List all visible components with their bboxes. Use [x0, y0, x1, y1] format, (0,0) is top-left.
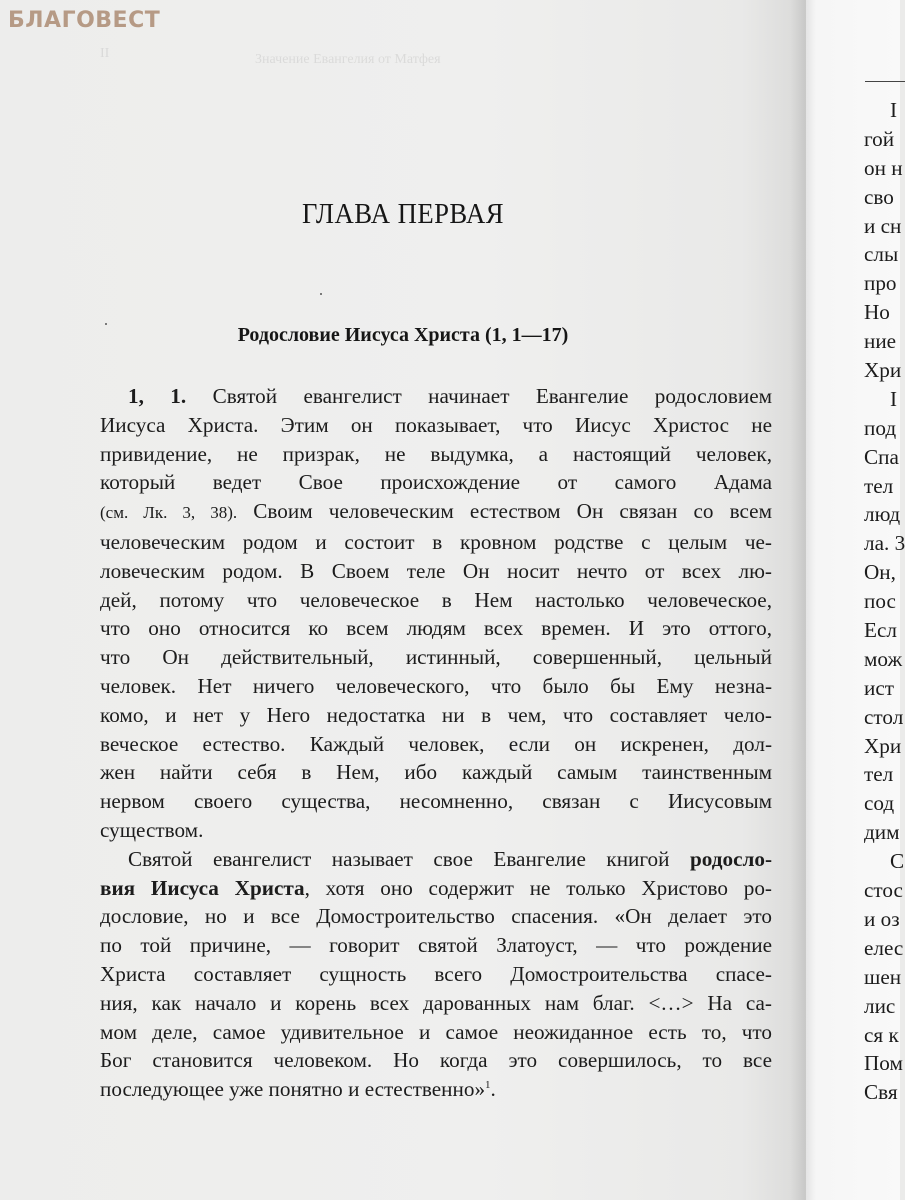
bleed-through-page-number: II [100, 46, 110, 61]
paper-speck [320, 293, 322, 295]
footnote-marker: 1 [485, 1079, 491, 1092]
text-line: существом. [100, 817, 204, 842]
section-title: Родословие Иисуса Христа (1, 1—17) [237, 324, 569, 346]
bold-term: родосло- [689, 846, 773, 871]
right-page-text-line: тел [864, 473, 894, 498]
right-page-text-fragments [864, 96, 905, 1107]
text-line: который ведет Свое происхождение от самого Адама [100, 470, 772, 495]
right-page-text-line: дим [864, 820, 900, 845]
text-line: Иисуса Христа. Этим он показывает, что Иисус Христос не [100, 412, 772, 437]
right-page-text-line: он н [864, 155, 903, 180]
bold-term: вия Иисуса Христа [100, 875, 305, 900]
right-page-text-line: ла. 3 [864, 531, 905, 556]
right-page-text-line: Есл [864, 618, 897, 643]
text-line: комо, и нет у Него недостатка ни в чем, что составляет чело- [100, 702, 772, 727]
right-page-text-line: ся к [864, 1022, 899, 1047]
text-line: (см. Лк. 3, 38). Своим человеческим естеством Он связан со всем [100, 499, 772, 524]
right-page-text-line: гой [864, 126, 895, 151]
right-page-text-line: елес [864, 935, 904, 960]
right-page-text-line: и оз [864, 906, 900, 931]
paper-speck [105, 323, 107, 325]
verse-reference: 1, 1. [128, 384, 187, 408]
right-page-text-line: сод [864, 791, 895, 816]
text-line: что оно относится ко всем людям всех времен. И это оттого, [100, 616, 772, 641]
right-page-text-line: стол [864, 704, 904, 729]
text-line: последующее уже понятно и естественно»$^1$. [100, 1077, 496, 1102]
body-text [100, 382, 773, 1104]
text-line: по той причине, — говорит святой Златоуст, — что рождение [100, 933, 772, 958]
right-page-text-line: шен [864, 964, 902, 989]
right-page-header-rule [865, 81, 905, 82]
right-page-text-line: пос [864, 589, 896, 614]
text-line: привидение, не призрак, не выдумка, а настоящий человек, [100, 441, 772, 466]
citation: (см. Лк. 3, 38). [100, 503, 238, 523]
right-page-text-line: Хри [864, 358, 902, 383]
text-line: человек. Нет ничего человеческого, что было бы Ему незна- [100, 673, 772, 698]
text-line: мом деле, самое удивительное и самое неожиданное есть то, что [100, 1019, 772, 1044]
right-page-text-line: под [864, 415, 897, 440]
right-page-text-line: С [890, 849, 905, 874]
right-page-text-line: Спа [864, 444, 899, 469]
text-line: ния, как начало и корень всех дарованных нам благ. <…> На са- [100, 990, 772, 1015]
text-line: дей, потому что человеческое в Нем настолько человеческое, [100, 587, 772, 612]
right-page-text-line: Он, [864, 560, 896, 585]
paragraph-1 [100, 382, 773, 845]
text-line: ловеческим родом. В Своем теле Он носит нечто от всех лю- [100, 558, 772, 583]
right-page-text-line: лис [864, 993, 896, 1018]
text-line: вия Иисуса Христа, хотя оно содержит не только Христово ро- [100, 875, 772, 900]
right-page-text-line: Свя [864, 1080, 898, 1105]
right-page-text-line: I [890, 98, 898, 122]
text-line: человеческим родом и состоит в кровном родстве с целым че- [100, 529, 772, 554]
paragraph-2 [100, 845, 773, 1104]
watermark-logo: БЛАГОВЕСТ [8, 8, 161, 33]
text-line: веческое естество. Каждый человек, если он искренен, дол- [100, 731, 772, 756]
right-page-text-line: стос [864, 878, 903, 903]
text-line: дословие, но и все Домостроительство спасения. «Он делает это [100, 904, 772, 929]
right-page-text-line: I [890, 386, 898, 411]
right-page-text-line: ние [864, 329, 897, 354]
text-line: Христа составляет сущность всего Домостроительства спасе- [100, 961, 772, 986]
right-page-text-line: и сн [864, 213, 902, 238]
text-line: жен найти себя в Нем, ибо каждый самым таинственным [100, 760, 772, 785]
right-page-text-line: люд [864, 502, 901, 527]
right-page-text-line: Но [864, 300, 890, 325]
text-line: Бог становится человеком. Но когда это совершилось, то все [100, 1048, 772, 1073]
right-page-text-line: тел [864, 762, 894, 787]
text-line: 1, 1. Святой евангелист начинает Евангелие родословием [128, 384, 773, 408]
right-page-text-line: про [864, 271, 897, 296]
right-page-text-line: Пом [864, 1051, 903, 1076]
right-page-text-line: сво [864, 184, 894, 209]
text-line: Святой евангелист называет свое Евангелие книгой родосло- [128, 846, 773, 871]
text-line: что Он действительный, истинный, совершенный, цельный [100, 645, 772, 670]
chapter-title: ГЛАВА ПЕРВАЯ [302, 198, 504, 230]
right-page-text-line: слы [864, 242, 899, 267]
right-page-text-line: Хри [864, 733, 902, 758]
text-line: нервом своего существа, несомненно, связан с Иисусовым [100, 789, 772, 814]
right-page-text-line: мож [864, 646, 903, 671]
bleed-through-running-header: Значение Евангелия от Матфея [255, 52, 441, 67]
right-page-text-line: ист [864, 675, 895, 700]
